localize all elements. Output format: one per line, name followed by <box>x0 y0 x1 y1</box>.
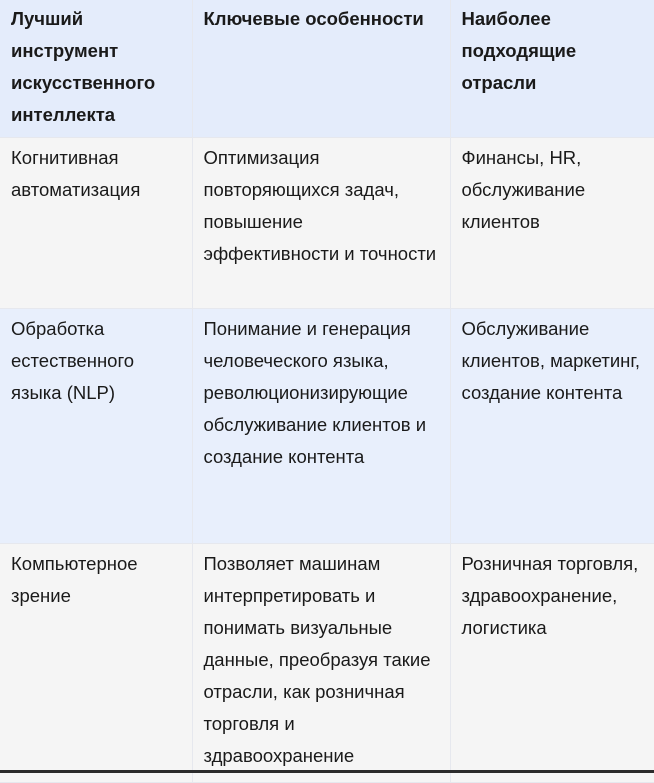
header-cell-features: Ключевые особенности <box>192 0 450 138</box>
cell-tool: Когнитивная автоматизация <box>0 138 192 309</box>
cell-features: Понимание и генерация человеческого языка, революционизирующие обслуживание клиентов и создание контента <box>192 309 450 544</box>
cell-features: Оптимизация повторяющихся задач, повышение эффективности и точности <box>192 138 450 309</box>
table-row <box>0 309 654 544</box>
cell-tool: Компьютерное зрение <box>0 544 192 783</box>
header-cell-industries: Наиболее подходящие отрасли <box>450 0 654 138</box>
cell-tool: Обработка естественного языка (NLP) <box>0 309 192 544</box>
cell-industries: Финансы, HR, обслуживание клиентов <box>450 138 654 309</box>
header-row <box>0 0 654 138</box>
table-header <box>0 0 654 138</box>
header-cell-tool: Лучший инструмент искусственного интеллекта <box>0 0 192 138</box>
cell-industries: Обслуживание клиентов, маркетинг, создание контента <box>450 309 654 544</box>
table-body <box>0 138 654 783</box>
table-row <box>0 544 654 783</box>
table-row <box>0 138 654 309</box>
cell-industries: Розничная торговля, здравоохранение, логистика <box>450 544 654 783</box>
cell-features: Позволяет машинам интерпретировать и понимать визуальные данные, преобразуя такие отрасли, как розничная торговля и здравоохранение <box>192 544 450 783</box>
